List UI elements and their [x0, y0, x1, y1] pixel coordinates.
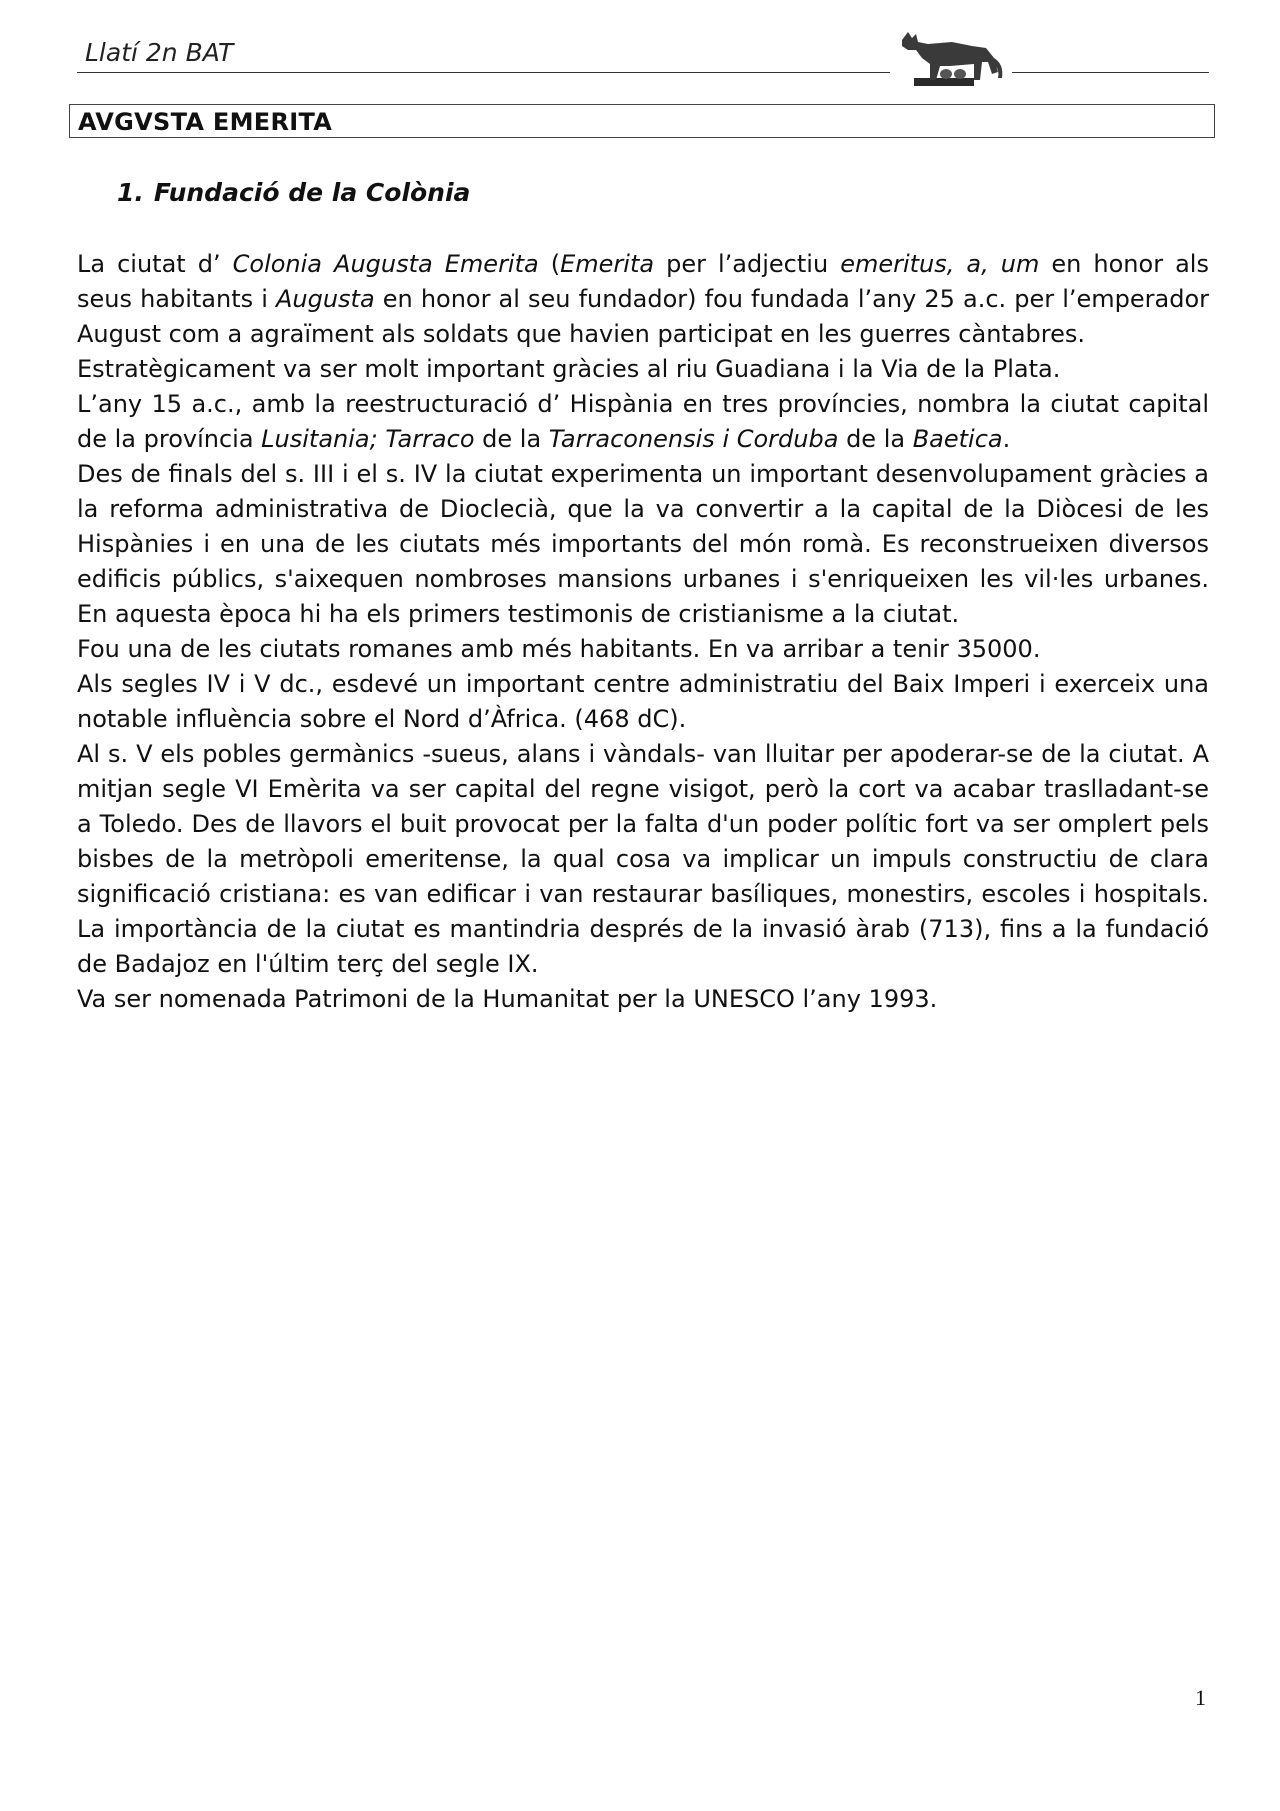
text-run: en honor als seus habitants i [77, 250, 1209, 313]
text-run-italic: Baetica [912, 425, 1003, 453]
text-run: en honor al seu fundador) fou fundada l’any 25 a.c. per l’emperador August com a agraïment als soldats que havien participat en les guerres càntabres. [77, 285, 1209, 348]
text-run: L’any 15 a.c., amb la reestructuració d’ Hispània en tres províncies, nombra la ciutat capital de la província [77, 390, 1209, 453]
text-run: de la [474, 425, 549, 453]
document-title: AVGVSTA EMERITA [78, 108, 333, 136]
page-number: 1 [1195, 1685, 1206, 1710]
paragraph-visigoths: Al s. V els pobles germànics -sueus, alans i vàndals- van lluitar per apoderar-se de la ciutat. A mitjan segle VI Emèrita va ser capital del regne visigot, però la cort va acabar traslladant-se a Toledo. Des de llavors el buit provocat per la falta d'un poder polític fort va ser omplert pels bisbes de la metròpoli emeritense, la qual cosa va implicar un impuls constructiu de clara significació cristiana: es van edificar i van restaurar basíliques, monestirs, escoles i hospitals. La importància de la ciutat es mantindria després de la invasió àrab (713), fins a la fundació de Badajoz en l'últim terç del segle IX. [77, 740, 1209, 978]
text-run-italic: Augusta [275, 285, 375, 313]
header-rule-right [1012, 72, 1209, 73]
text-run-italic: Lusitania; Tarraco [261, 425, 475, 453]
text-run: La ciutat d’ [77, 250, 233, 278]
section-number: 1. [117, 178, 144, 207]
text-run-italic: Emerita [560, 250, 655, 278]
capitoline-wolf-icon [894, 28, 1009, 88]
header-rule-left [77, 72, 890, 73]
text-run-italic: Colonia Augusta Emerita [232, 250, 539, 278]
text-run-italic: emeritus, a, um [840, 250, 1040, 278]
text-run: per l’adjectiu [654, 250, 841, 278]
section-heading-text: Fundació de la Colònia [153, 178, 471, 207]
paragraph-unesco: Va ser nomenada Patrimoni de la Humanitat per la UNESCO l’any 1993. [77, 985, 938, 1013]
paragraph-development: Des de finals del s. III i el s. IV la ciutat experimenta un important desenvolupament gràcies a la reforma administrativa de Dioclecià, que la va convertir a la capital de la Diòcesi de les Hispànies i en una de les ciutats més importants del món romà. Es reconstrueixen diversos edificis públics, s'aixequen nombroses mansions urbanes i s'enriqueixen les vil·les urbanes. En aquesta època hi ha els primers testimonis de cristianisme a la ciutat. [77, 460, 1209, 628]
section-heading [117, 178, 470, 207]
text-run: . [1002, 425, 1011, 453]
paragraph-foundation [77, 247, 1209, 352]
text-run-italic: Tarraconensis i Corduba [548, 425, 839, 453]
document-title-box [69, 104, 1215, 138]
page-header [77, 38, 1209, 90]
header-title: Llatí 2n BAT [85, 38, 234, 67]
paragraph-administration: Als segles IV i V dc., esdevé un important centre administratiu del Baix Imperi i exerceix una notable influència sobre el Nord d’Àfrica. (468 dC). [77, 670, 1209, 733]
paragraph-strategic: Estratègicament va ser molt important gràcies al riu Guadiana i la Via de la Plata. [77, 355, 1061, 383]
paragraph-provinces [77, 387, 1209, 457]
text-run: ( [538, 250, 561, 278]
body-text [77, 247, 1209, 1017]
paragraph-population: Fou una de les ciutats romanes amb més habitants. En va arribar a tenir 35000. [77, 635, 1041, 663]
text-run: de la [838, 425, 913, 453]
